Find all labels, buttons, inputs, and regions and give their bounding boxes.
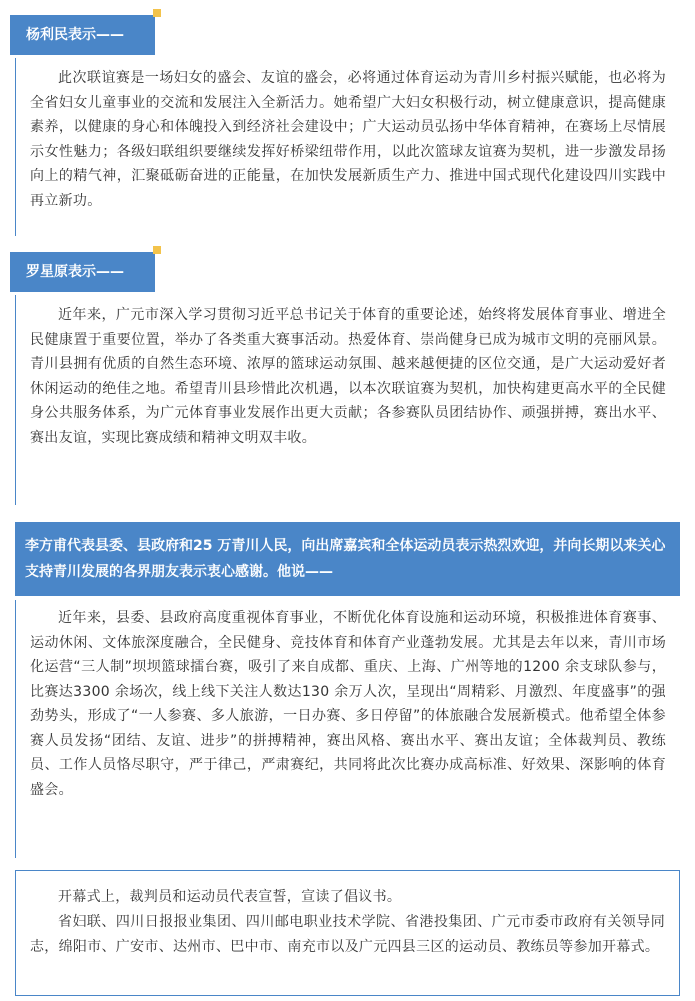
heading-text: 杨利民表示—— (26, 27, 124, 43)
closing-box (15, 870, 680, 996)
section-heading-3 (15, 522, 680, 596)
section-heading-1 (10, 15, 155, 55)
closing-paragraph: 开幕式上，裁判员和运动员代表宣誓，宣读了倡议书。 (58, 889, 402, 905)
heading-text: 李方甫代表县委、县政府和25 万青川人民，向出席嘉宾和全体运动员表示热烈欢迎，并向长期以来关心支持青川发展的各界朋友表示衷心感谢。他说—— (25, 538, 666, 580)
section-paragraph: 近年来，广元市深入学习贯彻习近平总书记关于体育的重要论述，始终将发展体育事业、增进全民健康置于重要位置，举办了各类重大赛事活动。热爱体育、崇尚健身已成为城市文明的亮丽风景。青川县拥有优质的自然生态环境、浓厚的篮球运动氛围、越来越便捷的区位交通，是广大运动爱好者休闲运动的绝佳之地。希望青川县珍惜此次机遇，以本次联谊赛为契机，加快构建更高水平的全民健身公共服务体系，为广元体育事业发展作出更大贡献；各参赛队员团结协作、顽强拼搏，赛出水平、赛出友谊，实现比赛成绩和精神文明双丰收。 (30, 307, 666, 446)
section-body-1 (15, 58, 680, 236)
heading-text: 罗星原表示—— (26, 264, 124, 280)
section-paragraph: 近年来，县委、县政府高度重视体育事业，不断优化体育设施和运动环境，积极推进体育赛事、运动休闲、文体旅深度融合，全民健身、竞技体育和体育产业蓬勃发展。尤其是去年以来，青川市场化运营“三人制”坝坝篮球擂台赛，吸引了来自成都、重庆、上海、广州等地的1200 余支球队参与，比赛达3300 余场次，线上线下关注人数达130 余万人次，呈现出“周精彩、月激烈、年度盛事”的强劲势头，形成了“一人参赛、多人旅游，一日办赛、多日停留”的体旅融合发展新模式。他希望全体参赛人员发扬“团结、友谊、进步”的拼搏精神，赛出风格、赛出水平、赛出友谊；全体裁判员、教练员、工作人员恪尽职守，严于律己，严肃赛纪，共同将此次比赛办成高标准、好效果、深影响的体育盛会。 (30, 610, 666, 798)
corner-square-decoration (153, 9, 161, 17)
closing-paragraph: 省妇联、四川日报报业集团、四川邮电职业技术学院、省港投集团、广元市委市政府有关领导同志，绵阳市、广安市、达州市、巴中市、南充市以及广元四县三区的运动员、教练员等参加开幕式。 (30, 914, 665, 955)
section-body-3 (15, 600, 680, 858)
section-heading-2 (10, 252, 155, 292)
section-paragraph: 此次联谊赛是一场妇女的盛会、友谊的盛会，必将通过体育运动为青川乡村振兴赋能，也必将为全省妇女儿童事业的交流和发展注入全新活力。她希望广大妇女积极行动，树立健康意识，提高健康素养，以健康的身心和体魄投入到经济社会建设中；广大运动员弘扬中华体育精神，在赛场上尽情展示女性魅力；各级妇联组织要继续发挥好桥梁纽带作用，以此次篮球友谊赛为契机，进一步激发昂扬向上的精气神，汇聚砥砺奋进的正能量，在加快发展新质生产力、推进中国式现代化建设四川实践中再立新功。 (30, 70, 666, 209)
corner-square-decoration (153, 246, 161, 254)
section-body-2 (15, 295, 680, 505)
